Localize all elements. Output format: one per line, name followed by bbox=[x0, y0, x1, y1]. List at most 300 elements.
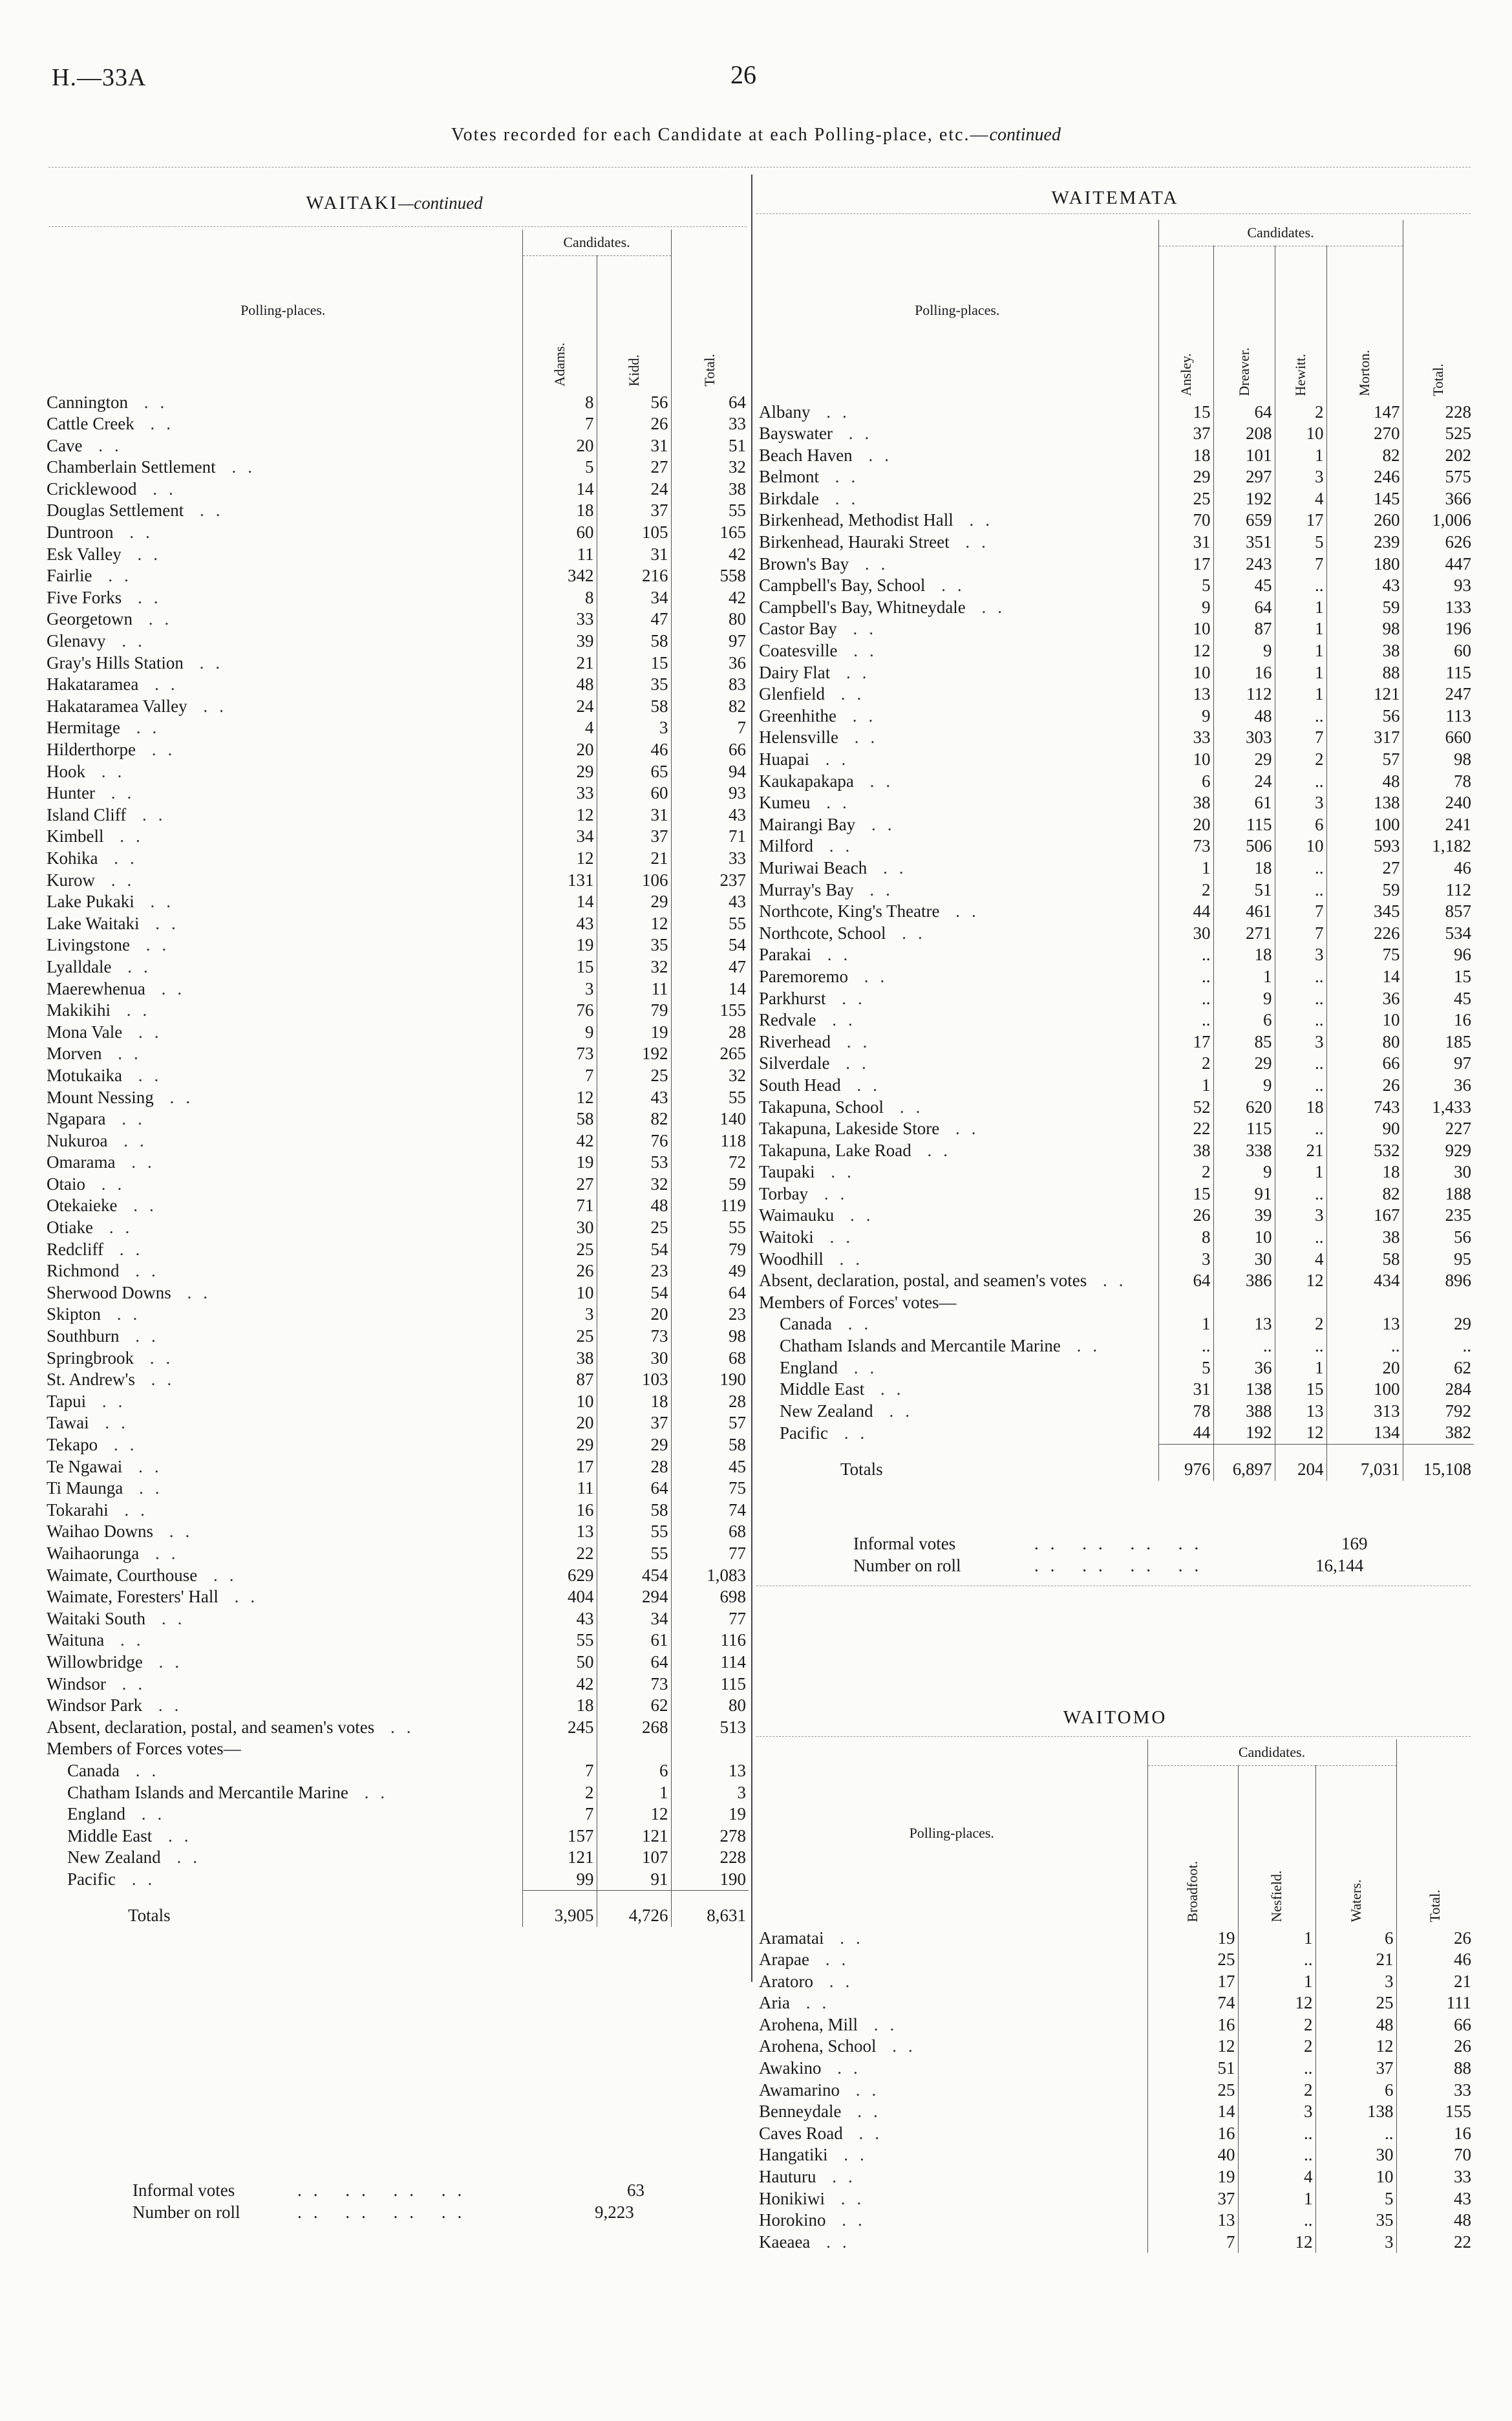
waitemata-vote-count: 29 bbox=[1403, 1313, 1474, 1335]
waitemata-vote-count: 38 bbox=[1158, 792, 1213, 814]
waitemata-polling-place-name: Glenfield bbox=[759, 684, 825, 704]
leader-dots: .. bbox=[125, 1804, 174, 1824]
leader-dots: .. bbox=[119, 1326, 167, 1346]
waitaki-vote-count: 39 bbox=[522, 630, 597, 652]
leader-dots: .. bbox=[85, 1174, 134, 1194]
waitemata-row bbox=[756, 901, 1474, 923]
waitemata-vote-count: 36 bbox=[1403, 1075, 1474, 1097]
waitemata-vote-count: 57 bbox=[1326, 749, 1403, 771]
waitemata-polling-place bbox=[756, 835, 1158, 857]
waitomo-polling-place bbox=[756, 1949, 1147, 1971]
waitaki-polling-place bbox=[44, 804, 522, 826]
waitaki-row bbox=[44, 848, 749, 870]
waitemata-candidates-header: Candidates. bbox=[1158, 220, 1403, 246]
waitemata-vote-count: 271 bbox=[1213, 923, 1275, 945]
waitaki-polling-place-name: Waitaki South bbox=[47, 1608, 146, 1628]
waitemata-vote-count: 80 bbox=[1326, 1031, 1403, 1053]
waitaki-vote-count: 47 bbox=[597, 608, 671, 630]
waitemata-vote-count: .. bbox=[1158, 1009, 1213, 1031]
waitemata-vote-count: 1 bbox=[1275, 683, 1326, 705]
waitemata-polling-place bbox=[756, 1009, 1158, 1031]
waitemata-vote-count: .. bbox=[1275, 1183, 1326, 1205]
waitemata-vote-count: 43 bbox=[1326, 575, 1403, 597]
waitemata-vote-count: 9 bbox=[1213, 988, 1275, 1010]
leader-dots: .. bbox=[855, 814, 904, 834]
waitemata-vote-count: .. bbox=[1158, 944, 1213, 966]
waitemata-vote-count: 241 bbox=[1403, 814, 1474, 836]
waitemata-vote-count: 2 bbox=[1275, 1313, 1326, 1335]
waitomo-vote-count: 70 bbox=[1396, 2144, 1474, 2166]
waitaki-row bbox=[44, 674, 749, 696]
waitemata-vote-count: 9 bbox=[1213, 1075, 1275, 1097]
leader-dots: .. bbox=[107, 1130, 156, 1150]
leader-dots: .. bbox=[184, 500, 232, 521]
leader-dots: .. bbox=[122, 587, 170, 607]
waitomo-col-waters bbox=[1315, 1766, 1396, 1928]
leader-dots: .. bbox=[853, 879, 902, 899]
waitemata-row bbox=[756, 1249, 1474, 1271]
waitaki-row bbox=[44, 413, 749, 435]
waitemata-vote-count: 31 bbox=[1158, 532, 1213, 554]
waitaki-polling-place-name: Hunter bbox=[47, 783, 95, 803]
waitomo-col-nesfield bbox=[1238, 1766, 1315, 1928]
waitemata-vote-count: 284 bbox=[1403, 1379, 1474, 1401]
waitaki-polling-place-name: Mona Vale bbox=[47, 1022, 123, 1042]
waitomo-polling-place bbox=[756, 2058, 1147, 2080]
waitaki-vote-count: 50 bbox=[522, 1652, 597, 1673]
leader-dots: .. bbox=[839, 2080, 888, 2100]
waitaki-vote-count: 29 bbox=[522, 1434, 597, 1456]
waitaki-vote-count: 118 bbox=[671, 1130, 749, 1152]
waitaki-vote-count: 43 bbox=[671, 804, 749, 826]
waitaki-vote-count bbox=[522, 1738, 597, 1760]
waitaki-vote-count: 98 bbox=[671, 1326, 749, 1348]
waitemata-vote-count: 15 bbox=[1158, 402, 1213, 424]
waitaki-vote-count: 35 bbox=[597, 934, 671, 956]
waitaki-polling-place bbox=[44, 1717, 522, 1739]
waitemata-vote-count: .. bbox=[1275, 879, 1326, 901]
waitaki-vote-count: 23 bbox=[671, 1304, 749, 1326]
leader-dots: .. bbox=[134, 892, 182, 912]
waitemata-vote-count: 228 bbox=[1403, 402, 1474, 424]
waitomo-polling-place bbox=[756, 1971, 1147, 1993]
waitemata-col-dreaver bbox=[1213, 246, 1275, 402]
waitaki-polling-place-name: New Zealand bbox=[67, 1847, 161, 1867]
waitaki-vote-count: 105 bbox=[597, 522, 671, 544]
waitemata-polling-place-name: Muriwai Beach bbox=[759, 857, 868, 877]
waitemata-vote-count: .. bbox=[1275, 705, 1326, 727]
waitaki-polling-place bbox=[44, 1022, 522, 1044]
waitaki-row bbox=[44, 1565, 749, 1587]
waitemata-polling-place-name: Torbay bbox=[759, 1183, 809, 1203]
waitemata-roll-value: 16,144 bbox=[1315, 1556, 1364, 1575]
waitaki-vote-count: 77 bbox=[671, 1608, 749, 1630]
waitemata-vote-count: 13 bbox=[1213, 1313, 1275, 1335]
leader-dots: .. bbox=[153, 1087, 202, 1107]
waitemata-row bbox=[756, 1053, 1474, 1075]
waitaki-vote-count: 38 bbox=[671, 479, 749, 500]
waitaki-vote-count: 15 bbox=[597, 652, 671, 674]
waitemata-vote-count: 133 bbox=[1403, 597, 1474, 619]
waitomo-row bbox=[756, 1992, 1474, 2014]
waitaki-row bbox=[44, 1000, 749, 1022]
waitemata-vote-count: 338 bbox=[1213, 1140, 1275, 1162]
waitaki-vote-count: 58 bbox=[597, 1500, 671, 1522]
leader-dots: .. bbox=[876, 2036, 924, 2056]
waitaki-col-total-label: Total. bbox=[701, 354, 718, 387]
waitaki-vote-count: 454 bbox=[597, 1565, 671, 1587]
waitaki-vote-count: 21 bbox=[597, 848, 671, 870]
waitemata-vote-count: 64 bbox=[1158, 1270, 1213, 1292]
waitemata-vote-count: 22 bbox=[1158, 1118, 1213, 1140]
waitaki-polling-place-name: Georgetown bbox=[47, 609, 133, 629]
waitemata-polling-place bbox=[756, 466, 1158, 488]
waitaki-polling-place bbox=[44, 761, 522, 783]
waitaki-vote-count: 7 bbox=[522, 1760, 597, 1782]
waitemata-vote-count: 6 bbox=[1158, 771, 1213, 793]
leader-dots: .. bbox=[825, 2188, 873, 2208]
waitemata-vote-count: 10 bbox=[1326, 1009, 1403, 1031]
waitemata-vote-count: 208 bbox=[1213, 423, 1275, 445]
waitemata-vote-count: 30 bbox=[1158, 923, 1213, 945]
waitemata-vote-count: 896 bbox=[1403, 1270, 1474, 1292]
waitaki-polling-place-name: England bbox=[67, 1804, 125, 1824]
waitaki-polling-place-name: Douglas Settlement bbox=[47, 500, 184, 521]
waitaki-vote-count: 55 bbox=[671, 1217, 749, 1239]
leader-dots: .. bbox=[218, 1587, 267, 1607]
waitemata-polling-place-name: Kaukapakapa bbox=[759, 771, 854, 791]
waitaki-vote-count: 11 bbox=[522, 544, 597, 566]
waitaki-polling-place bbox=[44, 652, 522, 674]
waitemata-vote-count: 8 bbox=[1158, 1227, 1213, 1249]
waitemata-vote-count: 29 bbox=[1213, 1053, 1275, 1075]
waitaki-informal-dots: .. .. .. .. bbox=[297, 2180, 474, 2200]
waitemata-polling-place bbox=[756, 445, 1158, 467]
waitaki-roll-label: Number on roll bbox=[133, 2202, 240, 2222]
waitaki-vote-count: 73 bbox=[522, 1043, 597, 1065]
waitemata-vote-count: 388 bbox=[1213, 1401, 1275, 1423]
waitomo-polling-place-name: Arohena, Mill bbox=[759, 2014, 858, 2034]
waitemata-polling-place-name: Pacific bbox=[780, 1423, 828, 1443]
waitaki-row bbox=[44, 652, 749, 674]
waitaki-row bbox=[44, 1326, 749, 1348]
waitaki-vote-count: 42 bbox=[522, 1130, 597, 1152]
waitemata-polling-place bbox=[756, 618, 1158, 640]
waitaki-vote-count: 48 bbox=[597, 1195, 671, 1217]
waitemata-vote-count: 58 bbox=[1326, 1249, 1403, 1271]
waitaki-vote-count: 8 bbox=[522, 587, 597, 609]
waitaki-polling-place bbox=[44, 1586, 522, 1608]
waitaki-polling-place-name: Maerewhenua bbox=[47, 978, 145, 998]
leader-dots: .. bbox=[145, 1608, 194, 1628]
waitemata-polling-place-name: Paremoremo bbox=[759, 966, 848, 986]
waitemata-vote-count: 112 bbox=[1213, 683, 1275, 705]
waitemata-vote-count: .. bbox=[1213, 1335, 1275, 1357]
waitemata-row bbox=[756, 1227, 1474, 1249]
waitemata-vote-count: 9 bbox=[1213, 640, 1275, 662]
waitaki-polling-place bbox=[44, 1565, 522, 1587]
waitomo-vote-count: 4 bbox=[1238, 2166, 1315, 2188]
waitaki-polling-place bbox=[44, 1630, 522, 1652]
waitaki-polling-place-name: Hermitage bbox=[47, 718, 120, 738]
waitaki-vote-count: 28 bbox=[597, 1456, 671, 1478]
leader-dots: .. bbox=[867, 857, 915, 877]
waitaki-vote-count: 24 bbox=[522, 696, 597, 718]
waitaki-polling-place-name: Waimate, Courthouse bbox=[47, 1565, 198, 1585]
leader-dots: .. bbox=[830, 1031, 879, 1051]
waitemata-vote-count: 227 bbox=[1403, 1118, 1474, 1140]
waitomo-vote-count: 111 bbox=[1396, 1992, 1474, 2014]
waitomo-vote-count: 22 bbox=[1396, 2232, 1474, 2254]
waitemata-informal-value: 169 bbox=[1341, 1534, 1368, 1553]
waitaki-roll-value: 9,223 bbox=[595, 2202, 634, 2222]
waitaki-polling-place bbox=[44, 565, 522, 587]
waitaki-row bbox=[44, 1586, 749, 1608]
waitemata-vote-count: 82 bbox=[1326, 445, 1403, 467]
waitomo-vote-count: 17 bbox=[1147, 1971, 1238, 1993]
waitemata-vote-count: 66 bbox=[1326, 1053, 1403, 1075]
leader-dots: .. bbox=[197, 1565, 246, 1585]
leader-dots: .. bbox=[134, 1370, 184, 1390]
waitaki-vote-count bbox=[671, 1738, 749, 1760]
waitemata-polling-place-name: Helensville bbox=[759, 727, 838, 748]
waitaki-row bbox=[44, 782, 749, 804]
leader-dots: .. bbox=[830, 662, 878, 682]
waitemata-vote-count: 85 bbox=[1213, 1031, 1275, 1053]
waitomo-row bbox=[756, 2188, 1474, 2210]
waitemata-row bbox=[756, 423, 1474, 445]
waitemata-polling-place bbox=[756, 683, 1158, 705]
waitomo-vote-count: 40 bbox=[1147, 2144, 1238, 2166]
waitaki-polling-place bbox=[44, 1760, 522, 1782]
leader-dots: .. bbox=[1087, 1271, 1135, 1291]
waitaki-vote-count: 36 bbox=[671, 652, 749, 674]
waitemata-polling-place-name: Taupaki bbox=[759, 1162, 815, 1182]
waitaki-row bbox=[44, 696, 749, 718]
leader-dots: .. bbox=[94, 783, 144, 803]
waitemata-vote-count: 659 bbox=[1213, 510, 1275, 532]
waitemata-vote-count: 91 bbox=[1213, 1183, 1275, 1205]
waitemata-polling-place-name: Redvale bbox=[759, 1010, 816, 1030]
waitaki-polling-place-name: Absent, declaration, postal, and seamen's votes bbox=[47, 1717, 375, 1737]
waitaki-row bbox=[44, 608, 749, 630]
waitaki-row bbox=[44, 1043, 749, 1065]
waitaki-vote-count: 192 bbox=[597, 1043, 671, 1065]
waitomo-vote-count: 12 bbox=[1238, 2232, 1315, 2254]
waitaki-col-adams-label: Adams. bbox=[551, 342, 568, 387]
waitaki-vote-count: 91 bbox=[597, 1869, 671, 1891]
waitaki-polling-place bbox=[44, 1174, 522, 1196]
waitaki-vote-count: 28 bbox=[671, 1022, 749, 1044]
waitaki-vote-count: 79 bbox=[597, 1000, 671, 1022]
waitemata-vote-count: 7 bbox=[1275, 923, 1326, 945]
waitemata-polling-place-name: Silverdale bbox=[759, 1053, 830, 1073]
waitemata-polling-place bbox=[756, 988, 1158, 1010]
waitaki-row bbox=[44, 1521, 749, 1543]
waitemata-row bbox=[756, 1422, 1474, 1444]
leader-dots: .. bbox=[840, 1075, 889, 1095]
waitaki-row bbox=[44, 804, 749, 826]
leader-dots: .. bbox=[810, 2232, 858, 2252]
leader-dots: .. bbox=[821, 2058, 869, 2078]
waitemata-polling-place bbox=[756, 510, 1158, 532]
waitemata-vote-count: 36 bbox=[1213, 1357, 1275, 1379]
waitemata-vote-count: 48 bbox=[1213, 705, 1275, 727]
leader-dots: .. bbox=[829, 1053, 878, 1073]
waitaki-vote-count: 64 bbox=[671, 1282, 749, 1304]
waitemata-vote-count: 44 bbox=[1158, 1422, 1213, 1444]
waitemata-vote-count: 59 bbox=[1326, 879, 1403, 901]
waitaki-vote-count: 513 bbox=[671, 1717, 749, 1739]
waitaki-polling-place bbox=[44, 1782, 522, 1804]
waitemata-polling-place bbox=[756, 554, 1158, 576]
waitaki-vote-count: 34 bbox=[597, 1608, 671, 1630]
waitemata-vote-count: 1 bbox=[1275, 1357, 1326, 1379]
leader-dots: .. bbox=[135, 740, 184, 759]
waitaki-polling-place-name: Redcliff bbox=[47, 1239, 103, 1259]
waitaki-row bbox=[44, 1760, 749, 1782]
waitomo-vote-count: 2 bbox=[1238, 2014, 1315, 2036]
waitemata-polling-place bbox=[756, 901, 1158, 923]
waitaki-row bbox=[44, 739, 749, 761]
waitemata-vote-count: 192 bbox=[1213, 488, 1275, 510]
waitemata-polling-place-name: Parkhurst bbox=[759, 988, 826, 1008]
waitomo-vote-count: 51 bbox=[1147, 2058, 1238, 2080]
waitemata-col-morton-label: Morton. bbox=[1356, 350, 1373, 396]
waitemata-row bbox=[756, 510, 1474, 532]
waitemata-row bbox=[756, 879, 1474, 901]
waitemata-polling-place bbox=[756, 423, 1158, 445]
waitemata-vote-count: 93 bbox=[1403, 575, 1474, 597]
waitaki-vote-count: 558 bbox=[671, 565, 749, 587]
leader-dots: .. bbox=[834, 1205, 882, 1225]
waitaki-row bbox=[44, 565, 749, 587]
waitomo-polling-place bbox=[756, 1992, 1147, 2014]
waitemata-roll-dots: .. .. .. .. bbox=[1034, 1556, 1211, 1575]
waitomo-polling-place-name: Benneydale bbox=[759, 2102, 842, 2122]
waitaki-polling-place-name: Te Ngawai bbox=[47, 1456, 123, 1476]
waitaki-row bbox=[44, 500, 749, 522]
waitemata-polling-place bbox=[756, 1379, 1158, 1401]
waitaki-polling-place-name: Members of Forces votes— bbox=[47, 1739, 241, 1759]
waitaki-polling-place bbox=[44, 1500, 522, 1522]
leader-dots: .. bbox=[160, 1847, 209, 1867]
waitaki-vote-count: 47 bbox=[671, 956, 749, 978]
waitemata-vote-count: 18 bbox=[1326, 1161, 1403, 1183]
waitemata-vote-count: 1 bbox=[1275, 445, 1326, 467]
waitemata-title-rule bbox=[756, 213, 1471, 214]
waitaki-vote-count: 64 bbox=[671, 392, 749, 414]
waitomo-vote-count: 30 bbox=[1315, 2144, 1396, 2166]
waitemata-vote-count: 98 bbox=[1326, 618, 1403, 640]
waitaki-vote-count: 65 bbox=[597, 761, 671, 783]
waitemata-total-value: 7,031 bbox=[1326, 1445, 1403, 1481]
waitaki-row bbox=[44, 1434, 749, 1456]
waitemata-vote-count: 270 bbox=[1326, 423, 1403, 445]
waitaki-vote-count: 57 bbox=[671, 1412, 749, 1434]
waitemata-vote-count: 46 bbox=[1403, 857, 1474, 879]
waitaki-totals-row bbox=[44, 1891, 749, 1927]
waitaki-polling-place bbox=[44, 1738, 522, 1760]
waitaki-row bbox=[44, 1391, 749, 1413]
waitemata-row bbox=[756, 944, 1474, 966]
waitemata-row bbox=[756, 792, 1474, 814]
waitaki-polling-place bbox=[44, 1326, 522, 1348]
leader-dots: .. bbox=[183, 652, 232, 672]
waitemata-vote-count: .. bbox=[1275, 966, 1326, 988]
leader-dots: .. bbox=[101, 1044, 150, 1064]
leader-dots: .. bbox=[827, 2145, 876, 2165]
leader-dots: .. bbox=[911, 1140, 960, 1160]
waitomo-vote-count: 46 bbox=[1396, 1949, 1474, 1971]
waitemata-polling-place-name: Parakai bbox=[759, 945, 811, 965]
waitaki-vote-count: 51 bbox=[671, 435, 749, 457]
waitomo-vote-count: 21 bbox=[1315, 1949, 1396, 1971]
waitomo-vote-count: 5 bbox=[1315, 2188, 1396, 2210]
waitomo-vote-count: 14 bbox=[1147, 2101, 1238, 2123]
waitaki-vote-count: 14 bbox=[522, 891, 597, 913]
waitaki-vote-count: 18 bbox=[522, 500, 597, 522]
waitemata-row bbox=[756, 1118, 1474, 1140]
waitaki-vote-count: 31 bbox=[597, 804, 671, 826]
waitomo-polling-place bbox=[756, 2080, 1147, 2102]
waitaki-vote-count: 13 bbox=[522, 1521, 597, 1543]
waitaki-polling-place-name: Hook bbox=[47, 761, 85, 781]
waitaki-vote-count: 74 bbox=[671, 1500, 749, 1522]
waitemata-vote-count bbox=[1275, 1292, 1326, 1314]
waitemata-vote-count: 27 bbox=[1326, 857, 1403, 879]
waitaki-vote-count: 35 bbox=[597, 674, 671, 696]
waitaki-polling-place-name: Windsor bbox=[47, 1673, 106, 1694]
waitemata-vote-count: 2 bbox=[1275, 749, 1326, 771]
waitomo-vote-count: 33 bbox=[1396, 2166, 1474, 2188]
waitaki-polling-place-name: Springbrook bbox=[47, 1348, 134, 1368]
waitaki-vote-count: 48 bbox=[522, 674, 597, 696]
waitomo-polling-place bbox=[756, 2210, 1147, 2232]
waitaki-polling-place-name: Island Cliff bbox=[47, 804, 127, 824]
waitemata-row bbox=[756, 814, 1474, 836]
waitemata-vote-count: 180 bbox=[1326, 554, 1403, 576]
leader-dots: .. bbox=[145, 978, 194, 998]
waitaki-vote-count: 76 bbox=[597, 1130, 671, 1152]
waitomo-vote-count: 25 bbox=[1147, 2080, 1238, 2102]
waitaki-polling-place bbox=[44, 891, 522, 913]
waitaki-vote-count: 6 bbox=[597, 1760, 671, 1782]
waitaki-vote-count: 7 bbox=[522, 1065, 597, 1087]
waitaki-row bbox=[44, 1673, 749, 1695]
waitemata-polling-place-name: England bbox=[780, 1357, 838, 1377]
waitaki-vote-count: 19 bbox=[522, 934, 597, 956]
waitemata-vote-count: .. bbox=[1275, 988, 1326, 1010]
waitaki-polling-place-name: Motukaika bbox=[47, 1065, 122, 1085]
waitaki-row bbox=[44, 1456, 749, 1478]
waitemata-row bbox=[756, 466, 1474, 488]
waitaki-row bbox=[44, 1630, 749, 1652]
waitaki-vote-count: 32 bbox=[597, 1174, 671, 1196]
waitaki-vote-count: 3 bbox=[522, 978, 597, 1000]
waitaki-vote-count: 99 bbox=[522, 1869, 597, 1891]
waitaki-polling-place-name: Tekapo bbox=[47, 1435, 98, 1454]
waitemata-row bbox=[756, 1379, 1474, 1401]
waitomo-col-broadfoot-label: Broadfoot. bbox=[1184, 1860, 1201, 1922]
waitemata-polling-place-name: New Zealand bbox=[780, 1401, 873, 1421]
waitaki-vote-count: 55 bbox=[522, 1630, 597, 1652]
waitaki-vote-count: 43 bbox=[671, 891, 749, 913]
waitemata-polling-place-name: Milford bbox=[759, 836, 813, 856]
waitaki-vote-count: 22 bbox=[522, 1543, 597, 1565]
waitaki-vote-count: 43 bbox=[597, 1087, 671, 1109]
waitaki-polling-place bbox=[44, 1847, 522, 1869]
